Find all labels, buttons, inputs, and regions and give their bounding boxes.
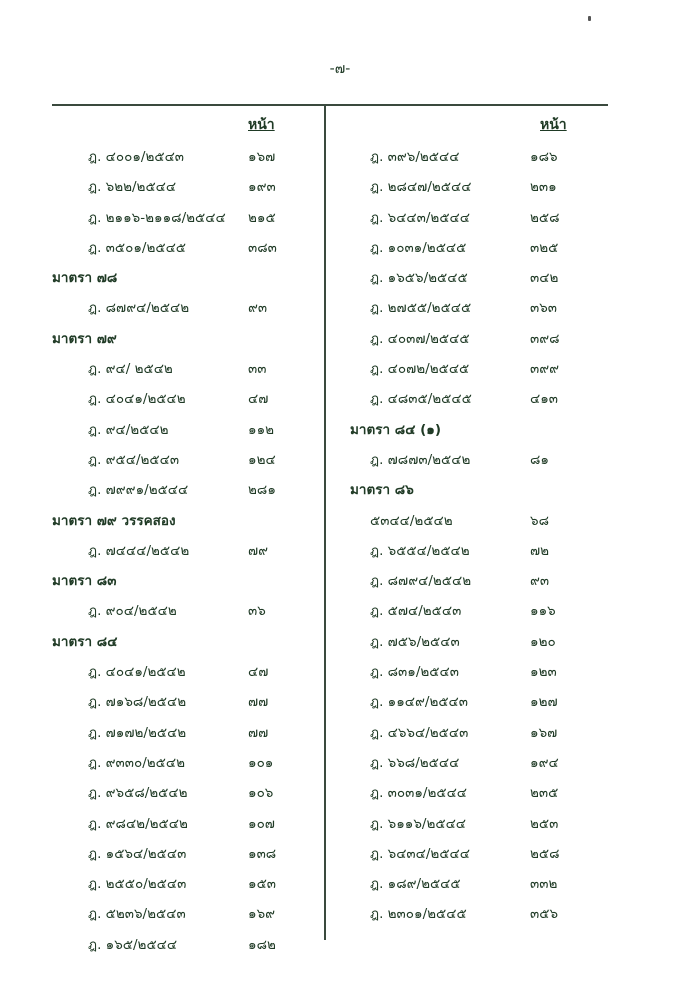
case-reference: ฎ. ๔๐๗๒/๒๕๔๕ — [370, 361, 470, 378]
case-reference: ฎ. ๒๑๑๖-๒๑๑๘/๒๕๔๔ — [88, 209, 226, 226]
page-number-ref: ๗๗ — [248, 694, 269, 711]
index-entry — [350, 778, 608, 808]
case-reference: ฎ. ๔๘๓๕/๒๕๔๕ — [370, 391, 472, 408]
index-entry — [52, 869, 324, 899]
index-entry — [52, 839, 324, 869]
section-heading — [52, 566, 324, 596]
index-entry — [350, 445, 608, 475]
page-number-ref: ๙๓ — [530, 573, 550, 590]
page-number-ref: ๔๑๓ — [530, 391, 559, 408]
page-number-ref: ๔๗ — [248, 391, 269, 408]
page-number-ref: ๑๓๘ — [248, 845, 277, 862]
case-reference: ฎ. ๙๓๓๐/๒๕๔๒ — [88, 754, 186, 771]
page-number-ref: ๑๑๖ — [530, 603, 556, 620]
case-reference: ฎ. ๔๐๓๗/๒๕๔๕ — [370, 330, 470, 347]
case-reference: ฎ. ๗๑๗๒/๒๕๔๒ — [88, 724, 187, 741]
page-number-ref: ๓๖๓ — [530, 300, 558, 317]
section-heading — [350, 415, 608, 445]
case-reference: ฎ. ๑๖๕/๒๕๔๔ — [88, 936, 178, 953]
page-number-ref: ๑๕๓ — [248, 876, 277, 893]
case-reference: ฎ. ๔๐๔๑/๒๕๔๒ — [88, 391, 186, 408]
left-column-header — [52, 112, 324, 142]
section-label: มาตรา ๘๔ — [52, 633, 118, 650]
case-reference: ฎ. ๗๕๖/๒๕๔๓ — [370, 633, 460, 650]
page-number-ref: ๑๙๓ — [248, 179, 276, 196]
index-entry — [52, 293, 324, 323]
page-number-ref: ๓๙๘ — [530, 330, 560, 347]
left-rows — [52, 142, 324, 960]
case-reference: ฎ. ๙๕๔/๒๕๔๓ — [88, 451, 180, 468]
page-number-ref: ๓๙๙ — [530, 361, 560, 378]
page-number-ref: ๒๓๑ — [530, 179, 557, 196]
case-reference: ฎ. ๔๐๐๑/๒๕๔๓ — [88, 149, 185, 165]
page-number-ref: ๒๕๘ — [530, 845, 560, 862]
index-entry — [52, 778, 324, 808]
case-reference: ฎ. ๖๕๕๔/๒๕๔๒ — [370, 542, 470, 559]
index-entry — [350, 839, 608, 869]
case-reference: ฎ. ๑๕๖๔/๒๕๔๓ — [88, 845, 187, 862]
case-reference: ฎ. ๑๑๔๙/๒๕๔๓ — [370, 694, 469, 711]
index-entry — [350, 506, 608, 536]
case-reference: ฎ. ๔๐๔๑/๒๕๔๒ — [88, 664, 186, 681]
case-reference: ฎ. ๙๘๔๒/๒๕๔๒ — [88, 815, 188, 832]
index-entry — [350, 536, 608, 566]
case-reference: ฎ. ๙๔/๒๕๔๒ — [88, 421, 169, 438]
page-number-ref: ๑๖๗ — [248, 149, 276, 165]
section-heading — [52, 263, 324, 293]
case-reference: ฎ. ๘๗๙๔/๒๕๔๒ — [370, 573, 472, 590]
index-entry — [350, 748, 608, 778]
section-label: มาตรา ๘๔ (๑) — [350, 421, 442, 438]
case-reference: ฎ. ๔๖๖๔/๒๕๔๓ — [370, 724, 469, 741]
page-number-ref: ๗๙ — [248, 542, 269, 559]
case-reference: ฎ. ๒๓๐๑/๒๕๔๕ — [370, 906, 467, 923]
page-number-ref: ๑๒๓ — [530, 664, 557, 681]
left-column — [52, 112, 324, 960]
page-number-ref: ๑๘๖ — [530, 149, 558, 165]
case-reference: ฎ. ๖๖๘/๒๕๔๔ — [370, 754, 460, 771]
page-number-ref: ๑๙๔ — [530, 754, 559, 771]
index-entry — [52, 687, 324, 717]
page-number-ref: ๗๒ — [530, 542, 550, 559]
index-entry — [350, 687, 608, 717]
index-entry — [350, 384, 608, 414]
right-rows — [350, 142, 608, 930]
page-number-ref: ๓๘๓ — [248, 239, 277, 256]
case-reference: ฎ. ๑๐๓๑/๒๕๔๕ — [370, 239, 467, 256]
case-reference: ฎ. ๓๐๓๑/๒๕๔๔ — [370, 785, 468, 802]
case-reference: ฎ. ๕๒๓๖/๒๕๔๓ — [88, 906, 186, 923]
index-entry — [350, 293, 608, 323]
index-entry — [52, 748, 324, 778]
page-number-ref: ๒๕๘ — [530, 209, 560, 226]
index-entry — [52, 718, 324, 748]
index-entry — [350, 354, 608, 384]
page-number-ref: ๑๖๙ — [248, 906, 276, 923]
index-entry — [350, 324, 608, 354]
page-number-ref: ๓๖ — [248, 603, 266, 620]
case-reference: ฎ. ๘๓๑/๒๕๔๓ — [370, 664, 459, 681]
right-column-header — [350, 112, 608, 142]
index-entry — [52, 930, 324, 960]
page-number: -๗- — [329, 61, 351, 77]
column-divider — [324, 105, 326, 940]
page-number-ref: ๑๒๗ — [530, 694, 558, 711]
page-number-ref: ๒๕๓ — [530, 815, 559, 832]
case-reference: ฎ. ๒๕๕๐/๒๕๔๓ — [88, 876, 187, 893]
page-number-ref: ๒๑๕ — [248, 209, 276, 226]
case-reference: ฎ. ๒๘๔๗/๒๕๔๔ — [370, 179, 472, 196]
index-entry — [350, 718, 608, 748]
index-entry — [52, 415, 324, 445]
case-reference: ฎ. ๓๕๐๑/๒๕๔๕ — [88, 239, 187, 256]
page-number-ref: ๓๔๒ — [530, 270, 559, 287]
case-reference: ฎ. ๗๔๔๔/๒๕๔๒ — [88, 542, 190, 559]
page-number-ref: ๑๒๔ — [248, 451, 276, 468]
page-number-ref: ๗๗ — [248, 724, 269, 741]
page-number-ref: ๓๒๕ — [530, 239, 559, 256]
index-entry — [350, 203, 608, 233]
page-number-ref: ๙๓ — [248, 300, 268, 317]
case-reference: ฎ. ๒๗๕๕/๒๕๔๕ — [370, 300, 472, 317]
page-number-ref: ๒๓๕ — [530, 785, 559, 802]
index-entry — [350, 233, 608, 263]
index-entry — [52, 536, 324, 566]
case-reference: ฎ. ๙๔/ ๒๕๔๒ — [88, 361, 173, 378]
index-entry — [52, 233, 324, 263]
page-header-label: หน้า — [540, 117, 567, 133]
case-reference: ฎ. ๖๑๑๖/๒๕๔๔ — [370, 815, 467, 832]
case-reference: ฎ. ๖๒๒/๒๕๔๔ — [88, 179, 177, 196]
case-reference: ฎ. ๖๔๓๔/๒๕๔๔ — [370, 845, 470, 862]
page-number-ref: ๔๗ — [248, 664, 269, 681]
section-label: มาตรา ๗๙ — [52, 330, 117, 347]
index-entry — [52, 445, 324, 475]
section-label: มาตรา ๘๓ — [52, 573, 117, 590]
case-reference: ๕๓๔๔/๒๕๔๒ — [370, 512, 453, 529]
case-reference: ฎ. ๙๐๔/๒๕๔๒ — [88, 603, 177, 620]
case-reference: ฎ. ๘๗๙๔/๒๕๔๒ — [88, 300, 190, 317]
index-entry — [52, 899, 324, 929]
case-reference: ฎ. ๖๔๔๓/๒๕๔๔ — [370, 209, 470, 226]
page-number-ref: ๑๖๗ — [530, 724, 558, 741]
page-number-ref: ๑๐๖ — [248, 785, 274, 802]
index-entry — [350, 627, 608, 657]
page-number-ref: ๘๑ — [530, 451, 549, 468]
page-number-ref: ๑๐๗ — [248, 815, 275, 832]
section-heading — [350, 475, 608, 505]
page-header-label: หน้า — [248, 117, 275, 133]
index-entry — [350, 596, 608, 626]
page-number-ref: ๑๒๐ — [530, 633, 556, 650]
index-entry — [52, 657, 324, 687]
index-entry — [52, 475, 324, 505]
index-entry — [350, 263, 608, 293]
section-label: มาตรา ๗๘ — [52, 270, 118, 287]
case-reference: ฎ. ๑๖๕๖/๒๕๔๕ — [370, 270, 468, 287]
section-heading — [52, 324, 324, 354]
section-heading — [52, 627, 324, 657]
index-entry — [52, 596, 324, 626]
page-number-ref: ๑๑๒ — [248, 421, 275, 438]
page-number-ref: ๖๘ — [530, 512, 549, 529]
index-entry — [52, 203, 324, 233]
case-reference: ฎ. ๓๙๖/๒๕๔๔ — [370, 149, 460, 165]
index-entry — [350, 869, 608, 899]
case-reference: ฎ. ๗๙๙๑/๒๕๔๔ — [88, 482, 189, 499]
index-entry — [350, 566, 608, 596]
index-entry — [52, 809, 324, 839]
index-entry — [350, 142, 608, 172]
page-number-ref: ๓๕๖ — [530, 906, 559, 923]
index-entry — [52, 384, 324, 414]
scan-speck — [588, 16, 591, 21]
section-label: มาตรา ๘๖ — [350, 482, 414, 499]
page-number-ref: ๓๓๒ — [530, 876, 558, 893]
index-entry — [52, 354, 324, 384]
index-entry — [350, 809, 608, 839]
index-entry — [350, 657, 608, 687]
page-number-ref: ๒๘๑ — [248, 482, 276, 499]
case-reference: ฎ. ๕๗๔/๒๕๔๓ — [370, 603, 462, 620]
index-entry — [52, 172, 324, 202]
horizontal-rule — [52, 104, 608, 106]
section-heading — [52, 506, 324, 536]
index-entry — [350, 899, 608, 929]
case-reference: ฎ. ๗๑๖๘/๒๕๔๒ — [88, 694, 187, 711]
case-reference: ฎ. ๗๘๗๓/๒๕๔๒ — [370, 451, 471, 468]
section-label: มาตรา ๗๙ วรรคสอง — [52, 512, 176, 529]
case-reference: ฎ. ๙๖๕๘/๒๕๔๒ — [88, 785, 188, 802]
page-number-ref: ๓๓ — [248, 361, 267, 378]
right-column — [350, 112, 608, 930]
page-number-ref: ๑๐๑ — [248, 754, 274, 771]
page-number-ref: ๑๘๒ — [248, 936, 276, 953]
case-reference: ฎ. ๑๘๙/๒๕๔๕ — [370, 876, 461, 893]
index-entry — [350, 172, 608, 202]
index-entry — [52, 142, 324, 172]
